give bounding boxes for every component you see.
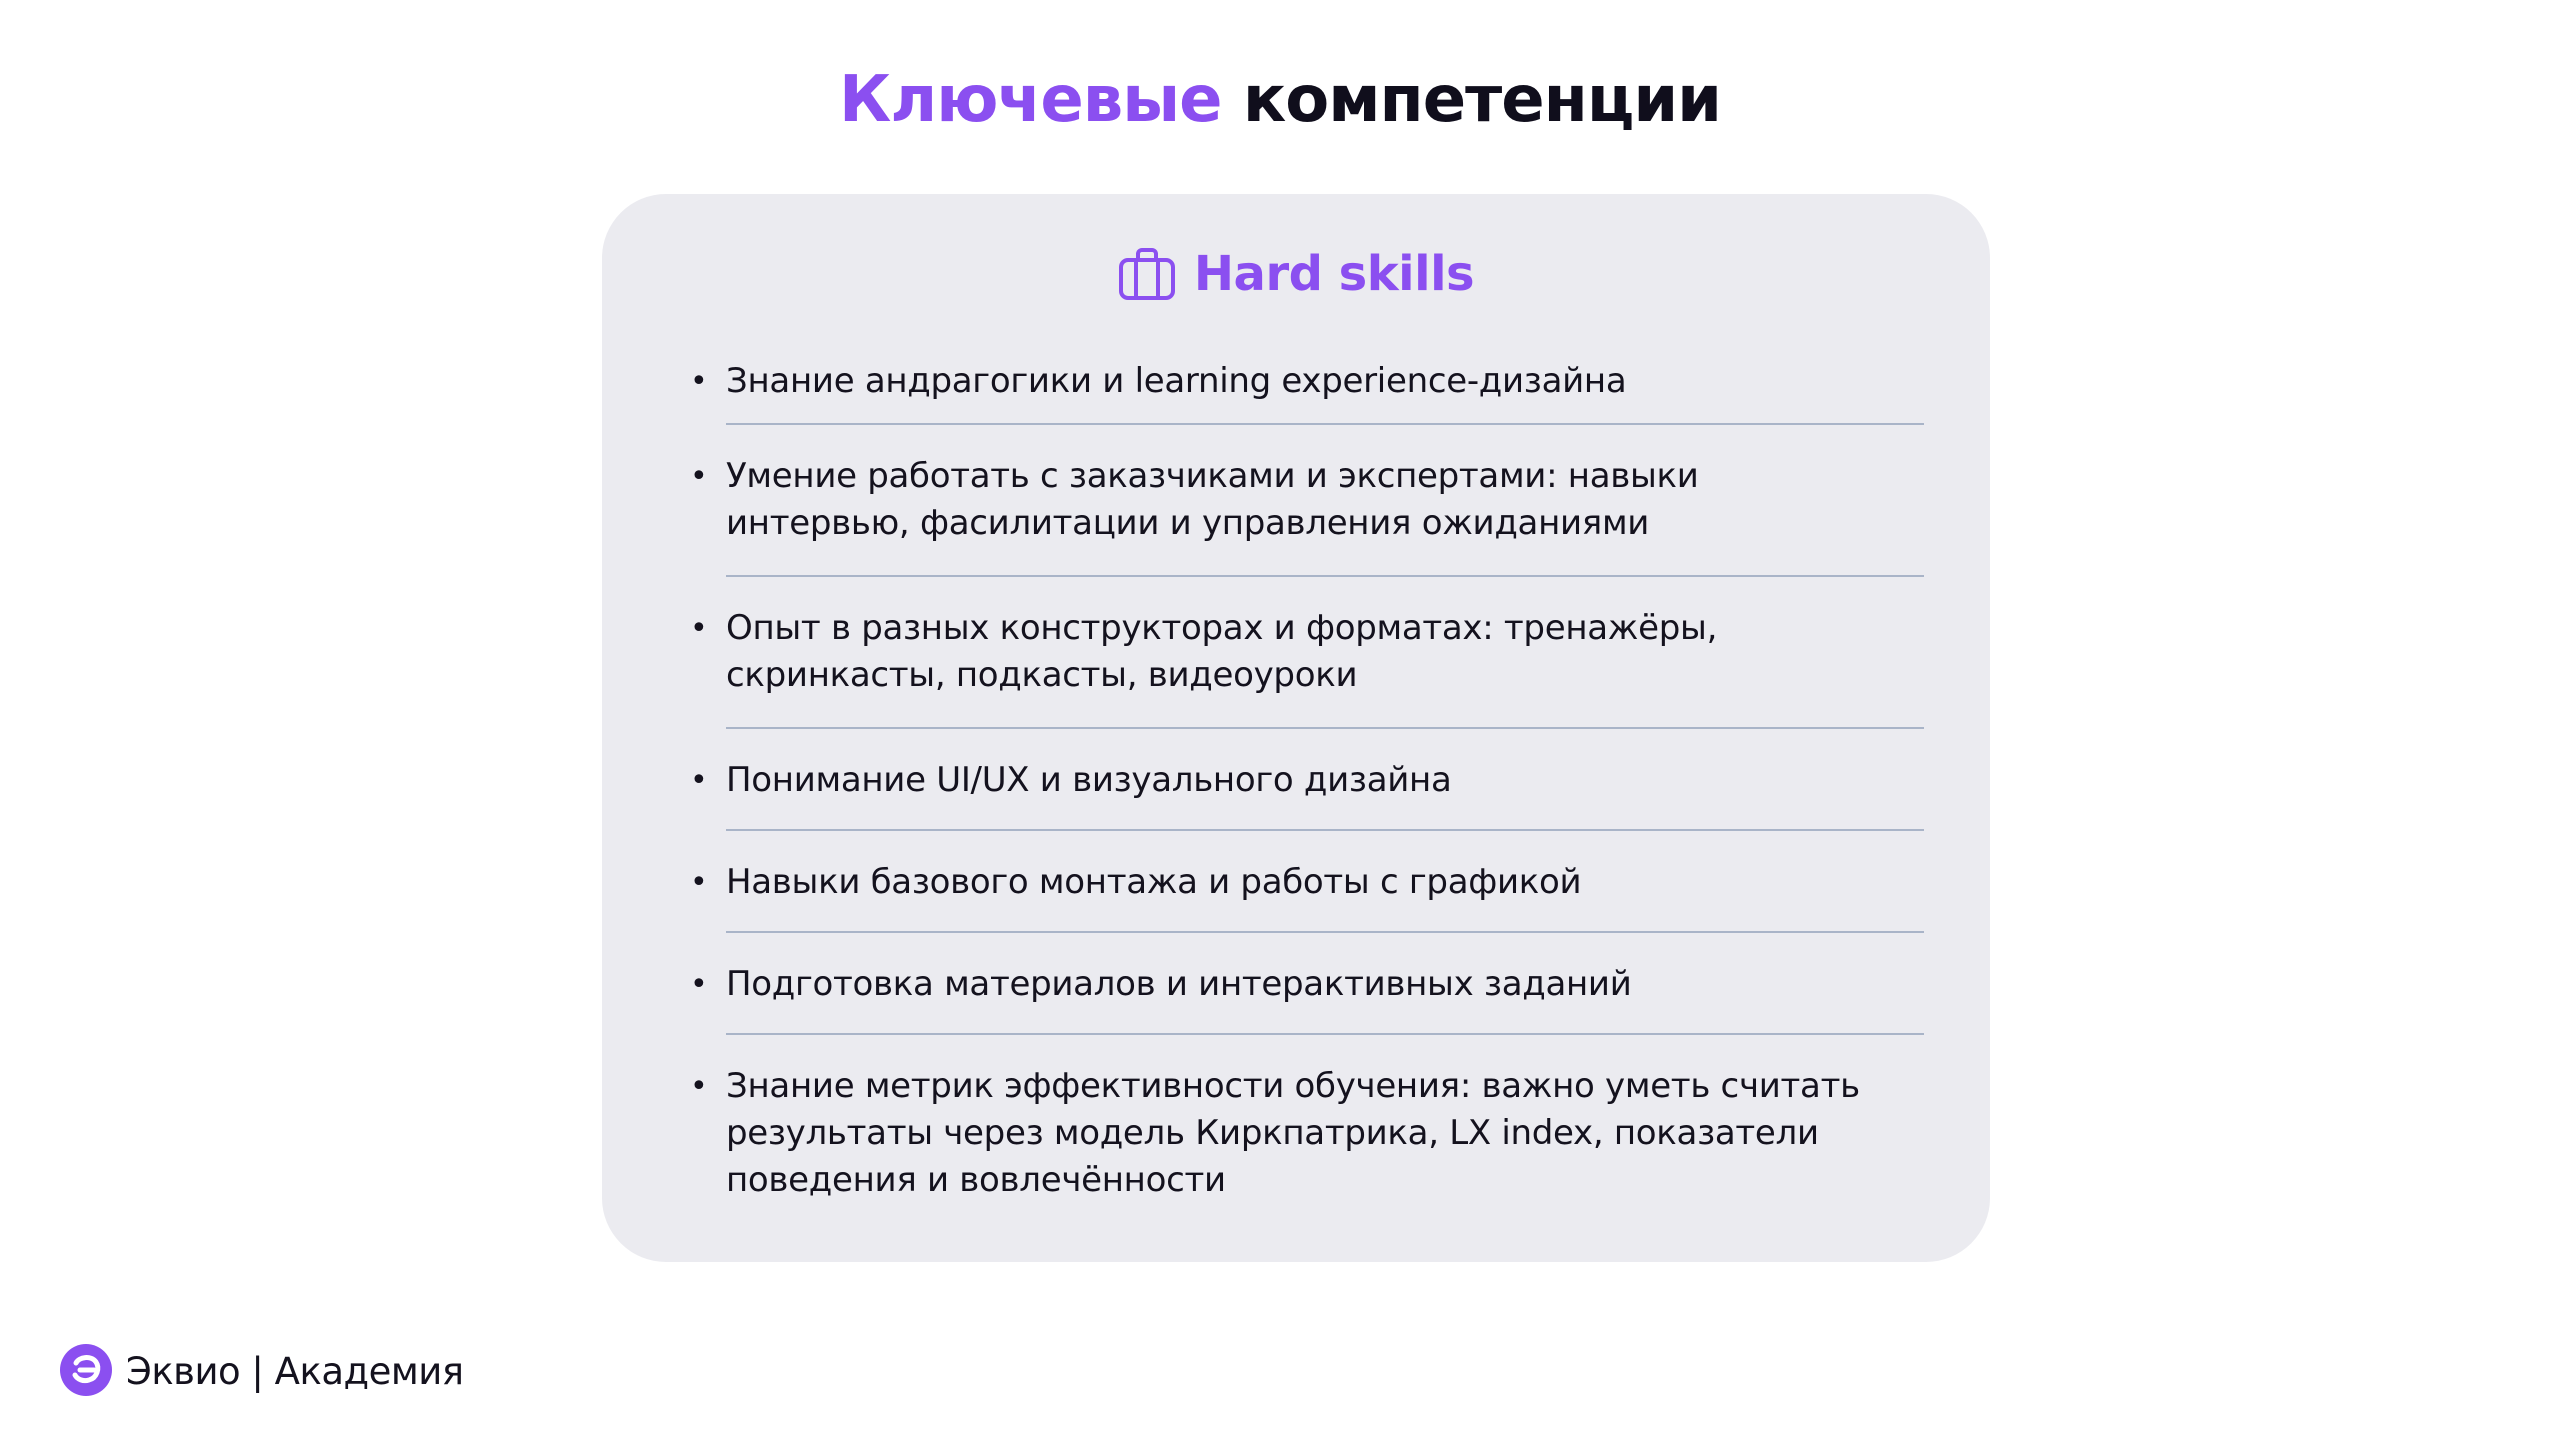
skill-text: Понимание UI/UX и визуального дизайна (726, 760, 1452, 800)
skill-text-line: интервью, фасилитации и управления ожиданиями (726, 503, 1650, 543)
list-item (690, 933, 1902, 1033)
page-title (0, 56, 2560, 144)
skill-text-line: Знание метрик эффективности обучения: важно уметь считать (726, 1066, 1860, 1106)
hard-skills-card (602, 194, 1990, 1262)
list-item (690, 425, 1902, 575)
list-item (690, 1035, 1902, 1225)
briefcase-icon (1118, 247, 1176, 301)
skill-text-line: скринкасты, подкасты, видеоуроки (726, 655, 1358, 695)
bullet: • (690, 459, 708, 494)
skill-text: Навыки базового монтажа и работы с графикой (726, 862, 1582, 902)
bullet: • (690, 967, 708, 1002)
bullet: • (690, 364, 708, 399)
card-title: Hard skills (1193, 246, 1475, 302)
card-header (602, 244, 1990, 304)
bullet: • (690, 763, 708, 798)
skill-text-line: результаты через модель Киркпатрика, LX index, показатели (726, 1113, 1819, 1153)
skills-list (690, 344, 1902, 1225)
bullet: • (690, 1069, 708, 1104)
page-title-main: компетенции (1242, 63, 1721, 137)
list-item (690, 729, 1902, 829)
page-title-accent: Ключевые (839, 63, 1222, 137)
skill-text-line: поведения и вовлечённости (726, 1160, 1226, 1200)
brand-name: Эквио | Академия (126, 1350, 464, 1393)
footer-brand (60, 1344, 464, 1400)
list-item (690, 831, 1902, 931)
bullet: • (690, 611, 708, 646)
list-item (690, 577, 1902, 727)
bullet: • (690, 865, 708, 900)
skill-text: Знание андрагогики и learning experience-дизайна (726, 361, 1627, 401)
skill-text-line: Опыт в разных конструкторах и форматах: тренажёры, (726, 608, 1718, 648)
list-item (690, 344, 1902, 423)
skill-text: Подготовка материалов и интерактивных заданий (726, 964, 1632, 1004)
skill-text-line: Умение работать с заказчиками и экспертами: навыки (726, 456, 1699, 496)
ekvio-logo-icon (60, 1344, 112, 1400)
